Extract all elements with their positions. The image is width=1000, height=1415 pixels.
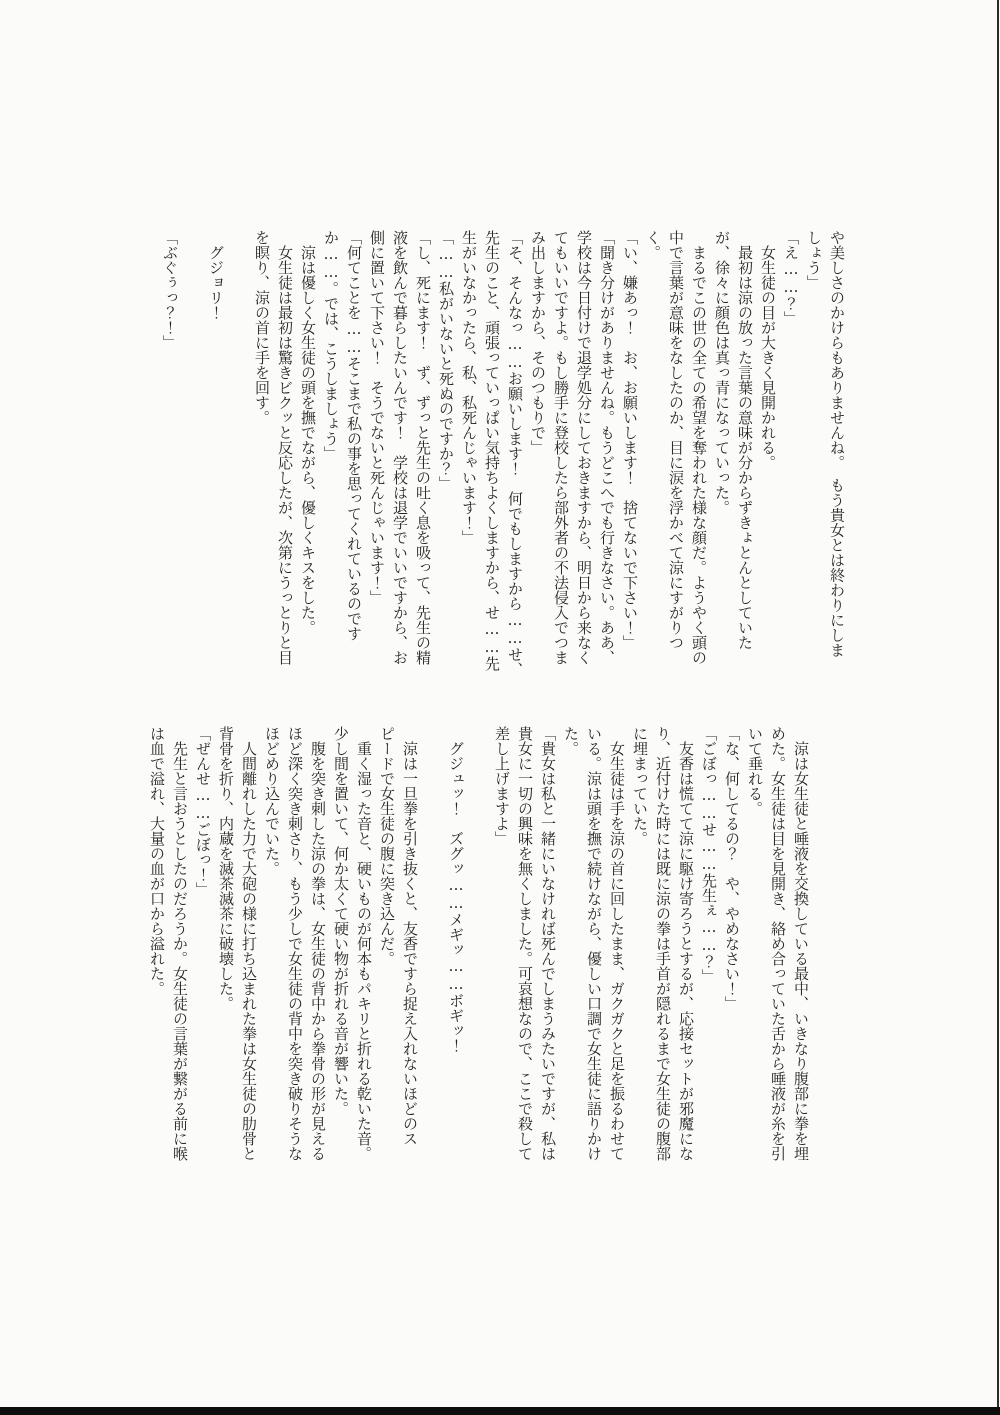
text-line: 「え……？」	[782, 230, 800, 326]
text-block-top	[158, 230, 848, 675]
text-block-bottom	[145, 726, 812, 1171]
page-bottom-scan-edge	[0, 1407, 1000, 1415]
text-line: 「い、嫌あっ！ お、お願いします！ 捨てないで下さい！」	[621, 230, 639, 650]
text-line: り、近付けた時には既に涼の拳は手首が隠れるまで女生徒の腹部	[654, 726, 672, 1161]
text-line: み出しますから、そのつもりで」	[529, 230, 547, 455]
text-line: 友香は慌てて涼に駆け寄ろうとするが、応接セットが邪魔にな	[677, 726, 695, 1161]
text-line: いて垂れる。	[746, 726, 764, 816]
text-line: 「な、何してるの？ や、やめなさい！」	[723, 726, 741, 1011]
text-line: 重く湿った音と、硬いものが何本もパキリと折れる乾いた音。	[355, 726, 373, 1161]
text-line	[467, 726, 490, 1171]
text-line: まるでこの世の全ての希望を奪われた様な顔だ。ようやく頭の	[690, 230, 708, 665]
text-line: ピードで女生徒の腹に突き込んだ。	[378, 726, 396, 966]
text-line: た。	[562, 726, 580, 756]
text-line: めた。女生徒は目を見開き、絡め合っていた舌から唾液が糸を引	[769, 726, 787, 1161]
text-line: 貴女に一切の興味を無くしました。可哀想なので、ここで殺して	[516, 726, 534, 1161]
text-line: 涼は一旦拳を引き抜くと、友香ですら捉え入れないほどのス	[401, 726, 419, 1146]
text-line: 側に置いて下さい！ そうでないと死んじゃいます！」	[368, 230, 386, 605]
text-line: 「貴女は私と一緒にいなければ死んでしまうみたいですが、私は	[539, 726, 557, 1161]
text-line: を瞑り、涼の首に手を回す。	[253, 230, 271, 425]
text-line: 女生徒の目が大きく見開かれる。	[759, 230, 777, 470]
text-line: か……。では、こうしましょう」	[322, 230, 340, 461]
text-line: 「し、死にます！ ず、ずっと先生の吐く息を吸って、先生の精	[414, 230, 432, 665]
text-line: 差し上げますよ」	[493, 726, 511, 846]
text-line: いる。涼は頭を撫で続けながら、優しい口調で女生徒に語りかけ	[585, 726, 603, 1161]
text-line: 先生と言おうとしたのだろうか。女生徒の言葉が繋がる前に喉	[171, 726, 189, 1161]
text-line: てもいいですよ。もし勝手に登校したら部外者の不法侵入でつま	[552, 230, 570, 665]
text-line: 「何てことを……そこまで私の事を思ってくれているのです	[345, 230, 363, 641]
text-line: 背骨を折り、内蔵を滅茶滅茶に破壊した。	[217, 726, 235, 1011]
text-line: 涼は女生徒と唾液を交換している最中、いきなり腹部に拳を埋	[792, 726, 810, 1161]
text-line: 最初は涼の放った言葉の意味が分からずきょとんとしていた	[736, 230, 754, 650]
text-line: が、徐々に顔色は真っ青になっていった。	[713, 230, 731, 515]
text-line: ほどめり込んでいた。	[263, 726, 281, 876]
text-line: く。	[644, 230, 662, 260]
text-line: 女生徒は最初は驚きビクッと反応したが、次第にうっとりと目	[276, 230, 294, 665]
text-line: ほど深く突き刺さり、もう少しで女生徒の背中を突き破りそうな	[286, 726, 304, 1161]
page-right-scan-edge	[997, 0, 999, 1415]
text-line: に埋まっていた。	[631, 726, 649, 846]
text-line: グジョリ！	[207, 230, 225, 320]
text-line: グジュッ！ ズグッ……メギッ……ボギッ！	[447, 726, 465, 1053]
text-line: 学校は今日付けで退学処分にしておきますから、明日から来なく	[575, 230, 593, 665]
text-line: 女生徒は手を涼の首に回したまま、ガクガクと足を振るわせて	[608, 726, 626, 1161]
text-line: 液を飲んで暮らしたいんです！ 学校は退学でいいですから、お	[391, 230, 409, 665]
text-line: 中で言葉が意味をなしたのか、目に涙を浮かべて涼にすがりつ	[667, 230, 685, 650]
text-line: 少し間を置いて、何か太くて硬い物が折れる音が響いた。	[332, 726, 350, 1116]
text-line	[181, 230, 204, 675]
text-line: 「……私がいないと死ぬのですか？」	[437, 230, 455, 491]
text-line	[227, 230, 250, 675]
text-line: しょう」	[805, 230, 823, 290]
text-line: 涼は優しく女生徒の頭を撫でながら、優しくキスをした。	[299, 230, 317, 635]
text-line: や美しさのかけらもありませんね。 もう貴女とは終わりにしま	[828, 230, 846, 658]
text-line: 人間離れした力で大砲の様に打ち込まれた拳は女生徒の肋骨と	[240, 726, 258, 1161]
text-line	[421, 726, 444, 1171]
text-line: は血で溢れ、大量の血が口から溢れた。	[148, 726, 166, 996]
text-line: 腹を突き刺した涼の拳は、女生徒の背中から拳骨の形が見える	[309, 726, 327, 1161]
text-line: 「ぶぐぅっ？！」	[161, 230, 179, 350]
text-line: 先生のこと、頑張っていっぱい気持ちよくしますから、せ……先	[483, 230, 501, 671]
text-line: 「ぜんせ……ごぼっ！」	[194, 726, 212, 897]
text-line: 「ごぼっ……せ……先生ぇ……？」	[700, 726, 718, 984]
text-line: 生がいなかったら、私、私死んじゃいます！」	[460, 230, 478, 545]
text-line: 「そ、そんなっ……お願いします！ 何でもしますから……せ、	[506, 230, 524, 677]
text-line: 「聞き分けがありませんね。もうどこへでも行きなさい。ああ、	[598, 230, 616, 665]
